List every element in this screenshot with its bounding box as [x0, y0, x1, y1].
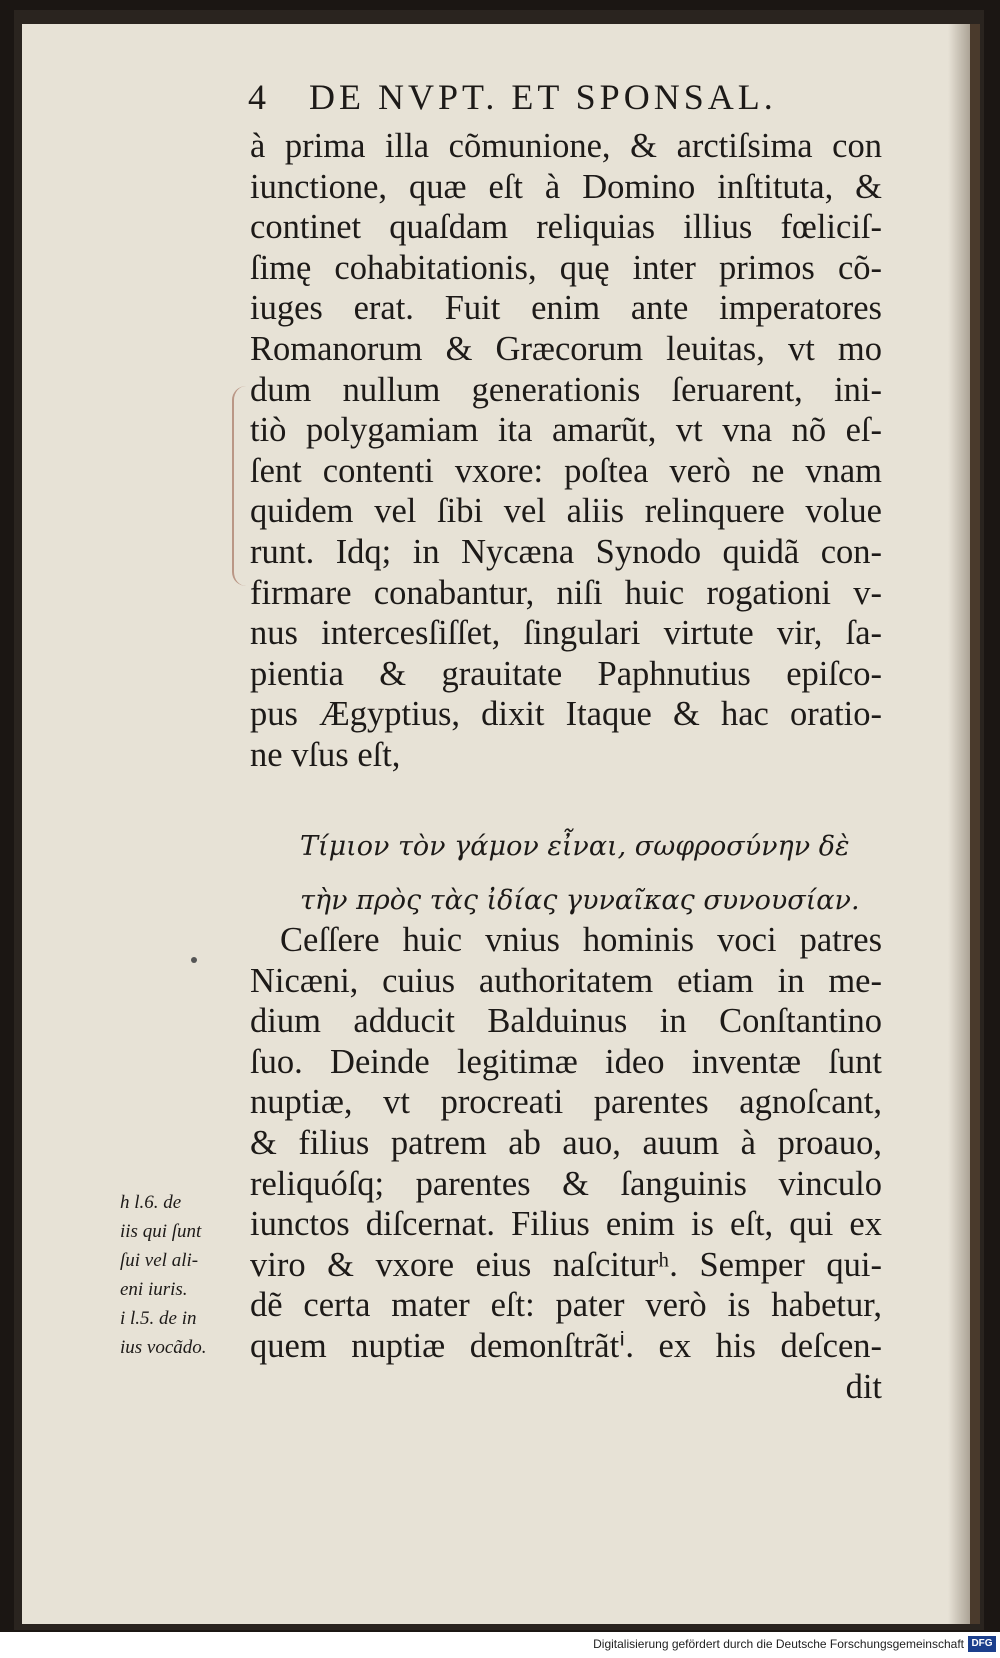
text-line: ſent contenti vxore: poſtea verò ne vnam [250, 451, 882, 490]
text-line: Nicæni, cuius authoritatem etiam in me- [250, 961, 882, 1000]
text-line: viro & vxore eius naſciturʰ. Semper qui- [250, 1245, 882, 1284]
margin-note-line: i l.5. de in [120, 1308, 197, 1329]
page-gutter-shade [948, 24, 970, 1624]
text-line: dẽ certa mater eſt: pater verò is habetur, [250, 1286, 882, 1325]
text-line: tiò polygamiam ita amarũt, vt vna nõ eſ- [250, 411, 882, 450]
main-text-block-2 [250, 920, 882, 1407]
ink-dot [191, 957, 197, 963]
text-line: dum nullum generationis ſeruarent, ini- [250, 370, 882, 409]
text-line: quidem vel ſibi vel aliis relinquere volue [250, 492, 882, 531]
text-line: Romanorum & Græcorum leuitas, vt mo [250, 329, 882, 368]
main-text-block [250, 126, 882, 776]
funding-credit: Digitalisierung gefördert durch die Deutsche Forschungsgemeinschaft [593, 1637, 964, 1651]
margin-note-line: h l.6. de [120, 1192, 182, 1213]
margin-note-line: ſui vel ali- [120, 1250, 199, 1271]
text-line: ſuo. Deinde legitimæ ideo inventæ ſunt [250, 1042, 882, 1081]
text-line: firmare conabantur, niſi huic rogationi v- [250, 573, 882, 612]
running-title: DE NVPT. ET SPONSAL. [309, 77, 777, 117]
text-line: iunctos diſcernat. Filius enim is eſt, qui ex [250, 1205, 882, 1244]
greek-line: Τίμιον τὸν γάμον εἶναι, σωφροσύνην δὲ [300, 831, 850, 862]
text-line: ſimę cohabitationis, quę inter primos cõ- [250, 248, 882, 287]
text-line: iunctione, quæ eſt à Domino inſtituta, & [250, 167, 882, 206]
catchword: dit [845, 1367, 882, 1406]
text-line: pientia & grauitate Paphnutius epiſco- [250, 654, 882, 693]
running-header [248, 76, 868, 118]
text-line: nuptiæ, vt procreati parentes agnoſcant, [250, 1083, 882, 1122]
page-number: 4 [248, 77, 270, 117]
text-line: reliquóſq; parentes & ſanguinis vinculo [250, 1164, 882, 1203]
margin-note-line: ius vocãdo. [120, 1337, 207, 1358]
margin-note-line: iis qui ſunt [120, 1221, 202, 1242]
text-line: & filius patrem ab auo, auum à proauo, [250, 1123, 882, 1162]
text-line: dium adducit Balduinus in Conſtantino [250, 1002, 882, 1041]
text-line: pus Ægyptius, dixit Itaque & hac oratio- [250, 695, 882, 734]
greek-line: τὴν πρὸς τὰς ἰδίας γυναῖκας συνουσίαν. [300, 885, 860, 916]
text-line: Ceſſere huic vnius hominis voci patres [280, 921, 882, 959]
text-line: quem nuptiæ demonſtrãtⁱ. ex his deſcen- [250, 1326, 882, 1365]
margin-note-line: eni iuris. [120, 1279, 188, 1300]
text-line: runt. Idq; in Nycæna Synodo quidã con- [250, 532, 882, 571]
dfg-logo-icon: DFG [968, 1636, 996, 1652]
text-line: ne vſus eſt, [250, 735, 401, 774]
text-line: continet quaſdam reliquias illius fœliciſ- [250, 208, 882, 247]
greek-quotation [300, 820, 860, 928]
text-line: à prima illa cõmunione, & arctiſsima con [250, 127, 882, 165]
margin-notes [120, 1188, 250, 1362]
text-line: nus intercesſiſſet, ſingulari virtute vir, ſa- [250, 614, 882, 653]
text-line: iuges erat. Fuit enim ante imperatores [250, 289, 882, 328]
